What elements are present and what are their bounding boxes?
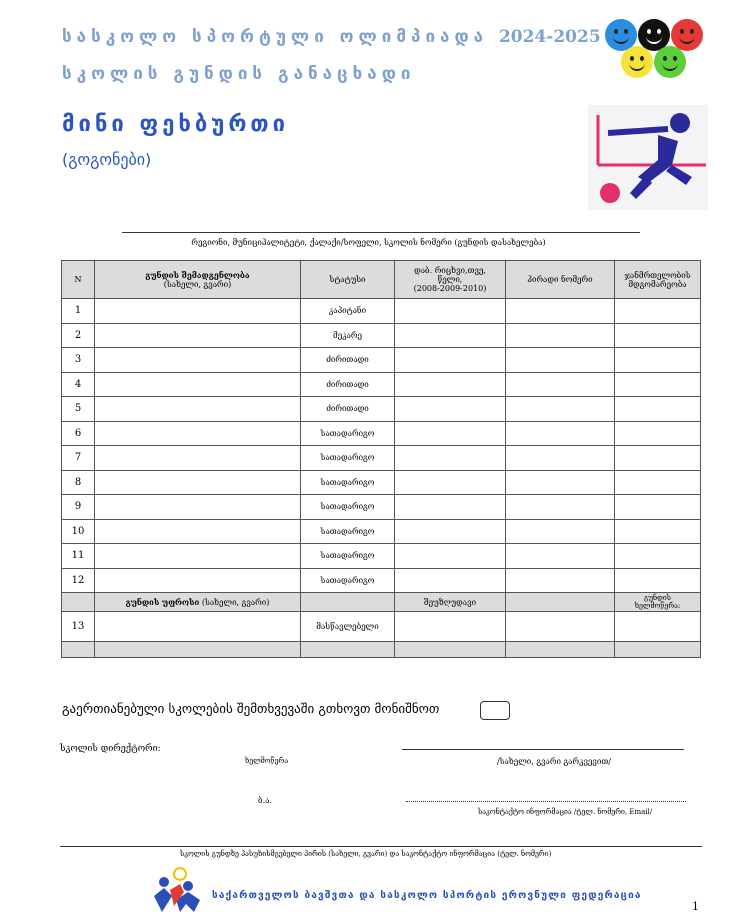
leader-header-row [62,593,701,612]
name-cell[interactable] [95,323,301,348]
table-row: 4 ძირითადი [62,372,701,397]
col-status-header: სტატუსი [301,261,395,299]
table-header [62,261,701,299]
name-cell[interactable] [95,568,301,593]
green-smiley-icon [654,46,686,78]
name-cell[interactable] [95,544,301,569]
table-row: 12 სათადარიგო [62,568,701,593]
name-cell[interactable] [95,495,301,520]
table-row: 6 სათადარიგო [62,421,701,446]
name-cell[interactable] [95,397,301,422]
name-cell[interactable] [95,519,301,544]
contact-hint: საკონტაქტო ინფორმაცია /ტელ. ნომერი, Email/ [478,808,653,816]
table-row: 1 კაპიტანი [62,299,701,324]
table-row: 5 ძირითადი [62,397,701,422]
table-row: 13 მასწავლებელი [62,612,701,642]
table-row: 3 ძირითადი [62,348,701,373]
yellow-smiley-icon [621,46,653,78]
footer-note: სკოლის გუნდზე პასუხისმგებელი პირის (სახელი, გვარი) და საკონტაქტო ინფორმაცია (ტელ. ნომერი) [180,850,552,858]
category-label: (გოგონები) [62,150,152,169]
sign-label: გუნდის ხელმოწერა: [615,593,701,612]
joint-schools-checkbox[interactable] [480,701,510,720]
registration-table [61,260,701,658]
federation-logo-icon [150,866,210,914]
header-title-line1 [62,27,601,47]
federation-name: საქართველოს ბავშვთა და სასკოლო სპორტის ეროვნული ფედერაცია [212,890,642,901]
name-cell[interactable] [95,421,301,446]
col-name-title: გუნდის შემადგენლობა [145,270,250,280]
table-row: 9 სათადარიგო [62,495,701,520]
col-med-header: ჯანმრთელობის მდგომარეობა [615,261,701,299]
name-cell[interactable] [95,348,301,373]
event-year: 2024-2025 [498,27,601,47]
table-row: 8 სათადარიგო [62,470,701,495]
table-footer-row [62,642,701,658]
smileys-logo [603,17,707,79]
signature-label: ხელმოწერა [245,757,289,765]
stamp-label: ბ.ა. [258,796,272,805]
sport-title: მინი ფეხბურთი [62,112,290,137]
name-cell[interactable] [95,470,301,495]
joint-schools-text: გაერთიანებული სკოლების შემთხვევაში გთხოვთ მონიშნოთ [62,702,440,717]
table-row: 7 სათადარიგო [62,446,701,471]
leader-label: გუნდის უფროსი (სახელი, გვარი) [95,593,301,612]
page-number: 1 [692,900,699,913]
name-hint: /სახელი, გვარი გარკვევით/ [497,757,611,766]
col-birth-header: დაბ. რიცხვი,თვე, წელი, (2008-2009-2010) [395,261,506,299]
table-row: 11 სათადარიგო [62,544,701,569]
col-name-sub: (სახელი, გვარი) [163,280,232,289]
name-cell[interactable] [95,372,301,397]
col-n-header: N [62,261,95,299]
header-title-line2: სკოლის გუნდის განაცხადი [62,64,416,84]
table-row: 2 მეკარე [62,323,701,348]
col-id-header: პირადი ნომერი [506,261,615,299]
note-label: შეუზღუდავი [395,593,506,612]
director-label: სკოლის დირექტორი: [60,744,161,754]
event-name: სასკოლო სპორტული ოლიმპიადა [62,27,489,47]
name-cell[interactable] [95,446,301,471]
name-cell[interactable] [95,299,301,324]
table-row: 10 სათადარიგო [62,519,701,544]
football-pictogram-icon [588,105,708,210]
col-name-header [95,261,301,299]
leader-name-cell[interactable] [95,612,301,642]
region-caption: რეგიონი, მუნიციპალიტეტი, ქალაქი/სოფელი, სკოლის ნომერი (გუნდის დასახელება) [191,238,546,247]
